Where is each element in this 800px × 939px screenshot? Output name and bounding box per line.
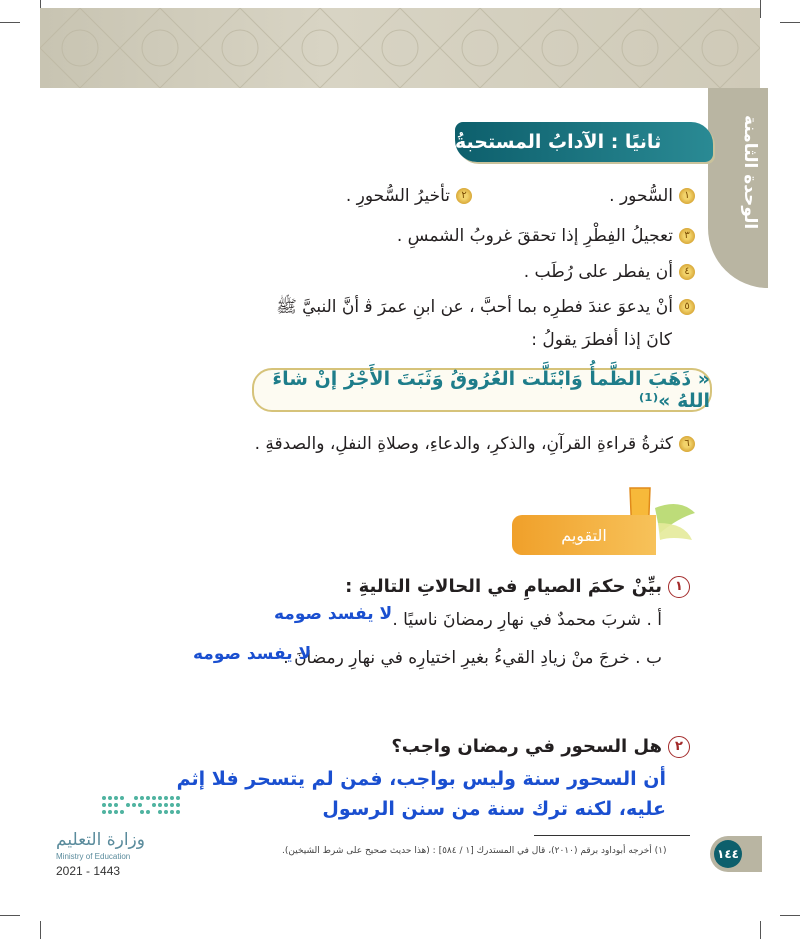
bullet-text: السُّحور .	[609, 186, 673, 206]
crop-mark	[0, 22, 20, 23]
question-prompt	[391, 736, 690, 758]
question-item: أ . شربَ محمدٌ في نهارِ رمضانَ ناسيًا .	[392, 610, 662, 630]
list-item	[255, 434, 695, 454]
ministry-dots-icon	[56, 790, 196, 824]
page-number-tab	[710, 836, 762, 872]
ministry-arabic-name: وزارة التعليم	[56, 830, 145, 850]
bullet-number: ٢	[456, 188, 472, 204]
bullet-number: ٦	[679, 436, 695, 452]
hadith-quote-box	[252, 368, 712, 412]
question-text: هل السحور في رمضان واجب؟	[391, 736, 662, 757]
ministry-logo	[56, 790, 196, 880]
crop-mark	[780, 22, 800, 23]
unit-label: الوحدة الثامنة	[740, 114, 760, 230]
list-item-continuation: كانَ إذا أفطرَ يقولُ :	[531, 330, 672, 350]
list-item	[397, 226, 695, 246]
bullet-number: ١	[679, 188, 695, 204]
geometric-pattern	[40, 8, 760, 88]
bullet-number: ٤	[679, 264, 695, 280]
list-item	[276, 296, 695, 321]
bullet-number: ٥	[679, 299, 695, 315]
list-item	[524, 262, 695, 282]
crop-mark	[0, 915, 20, 916]
question-number: ١	[668, 576, 690, 598]
section-title: ثانيًا : الآدابُ المستحبةُ	[455, 122, 713, 162]
evaluation-badge: التقويم	[512, 515, 656, 555]
bullet-text: أن يفطر على رُطَب .	[523, 262, 673, 282]
question-text: بيِّنْ حكمَ الصيامِ في الحالاتِ التاليةِ :	[345, 576, 662, 597]
answer-text: عليه، لكنه ترك سنة من سنن الرسول	[322, 798, 666, 820]
bullet-text: تعجيلُ الفِطْرِ إذا تحققَ غروبُ الشمسِ .	[396, 226, 673, 246]
bullet-text: كثرةُ قراءةِ القرآنِ، والذكرِ، والدعاءِ، وصلاةِ النفلِ، والصدقةِ .	[254, 434, 673, 454]
question-number: ٢	[668, 736, 690, 758]
header-banner	[40, 8, 760, 88]
crop-mark	[760, 0, 761, 18]
ministry-english-name: Ministry of Education	[56, 852, 131, 861]
bullet-number: ٣	[679, 228, 695, 244]
list-item	[609, 186, 695, 206]
list-item	[346, 186, 472, 206]
page-number: ١٤٤	[714, 840, 742, 868]
footnote: (١) أخرجه أبوداود برقم (٢٠١٠)، قال في المستدرك [١ / ٥٨٤] : (هذا حديث صحيح على شرط الشيخين).	[282, 846, 667, 856]
hadith-quote: « ذَهَبَ الظَّمأُ وَابْتَلَّت العُرُوقُ وَثَبَتَ الأَجْرُ إنْ شاءَ اللهُ »⁽¹⁾	[272, 368, 710, 412]
bullet-text: أنْ يدعوَ عندَ فطرِه بما أحبَّ ، عن ابنِ عمرَ ﭬ أنَّ النبيَّ ﷺ	[276, 297, 673, 317]
answer-text: لا يفسد صومه	[193, 644, 312, 664]
crop-mark	[40, 921, 41, 939]
edition-year: 2021 - 1443	[56, 864, 121, 878]
footnote-rule	[534, 835, 690, 836]
answer-text: أن السحور سنة وليس بواجب، فمن لم يتسحر فلا إثم	[176, 768, 666, 790]
crop-mark	[780, 915, 800, 916]
question-prompt	[345, 576, 690, 598]
crop-mark	[760, 921, 761, 939]
bullet-text: تأخيرُ السُّحورِ .	[345, 186, 450, 206]
answer-text: لا يفسد صومه	[274, 604, 393, 624]
question-item: ب . خرجَ منْ زيادِ القيءُ بغيرِ اختيارِه في نهارِ رمضانَ .	[283, 648, 662, 668]
